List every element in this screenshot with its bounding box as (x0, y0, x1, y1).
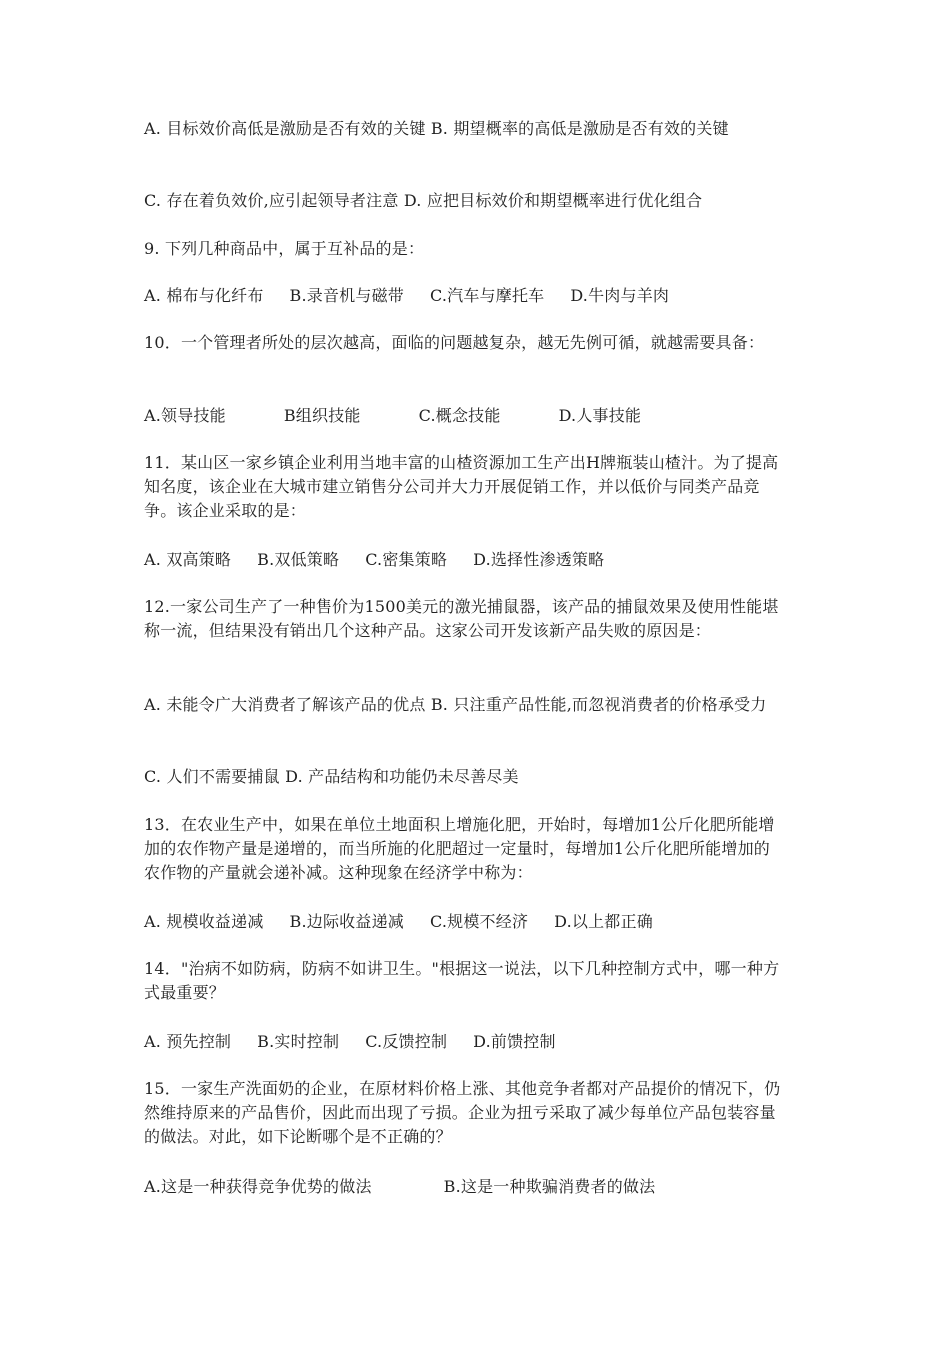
q15-option-a: A.这是一种获得竞争优势的做法 (144, 1177, 372, 1196)
q12-stem: 12.一家公司生产了一种售价为1500美元的激光捕鼠器，该产品的捕鼠效果及使用性能堪称一流，但结果没有销出几个这种产品。这家公司开发该新产品失败的原因是： (144, 597, 779, 640)
q8-options-cd: C. 存在着负效价,应引起领导者注意 D. 应把目标效价和期望概率进行优化组合 (144, 191, 703, 210)
q14-option-d: D.前馈控制 (473, 1032, 556, 1051)
q13-option-d: D.以上都正确 (554, 912, 653, 931)
q9-option-b: B.录音机与磁带 (289, 286, 404, 305)
q15-stem: 15．一家生产洗面奶的企业，在原材料价格上涨、其他竞争者都对产品提价的情况下，仍然维持原来的产品售价，因此而出现了亏损。企业为扭亏采取了减少每单位产品包装容量的做法。对此，如下论断哪个是不正确的？ (144, 1079, 781, 1146)
q13-options (144, 910, 784, 934)
q14-option-c: C.反馈控制 (365, 1032, 448, 1051)
q14-option-b: B.实时控制 (257, 1032, 340, 1051)
q10-stem: 10．一个管理者所处的层次越高，面临的问题越复杂，越无先例可循，就越需要具备： (144, 333, 765, 352)
q13-option-b: B.边际收益递减 (289, 912, 404, 931)
q13-option-a: A. 规模收益递减 (144, 912, 264, 931)
q11-option-a: A. 双高策略 (144, 550, 232, 569)
q11-option-d: D.选择性渗透策略 (473, 550, 605, 569)
q11-option-c: C.密集策略 (365, 550, 448, 569)
q11-options (144, 548, 784, 572)
q15-option-b: B.这是一种欺骗消费者的做法 (443, 1177, 656, 1196)
q10-option-c: C.概念技能 (418, 406, 501, 425)
q14-stem: 14．"治病不如防病，防病不如讲卫生。"根据这一说法，以下几种控制方式中，哪一种方式最重要？ (144, 959, 780, 1002)
q10-options (144, 404, 784, 428)
q9-option-c: C.汽车与摩托车 (429, 286, 545, 305)
q9-stem: 9. 下列几种商品中，属于互补品的是： (144, 239, 425, 258)
q13-option-c: C.规模不经济 (429, 912, 529, 931)
q14-option-a: A. 预先控制 (144, 1032, 232, 1051)
q15-options (144, 1175, 784, 1199)
q14-options (144, 1030, 784, 1054)
q11-stem: 11．某山区一家乡镇企业利用当地丰富的山楂资源加工生产出H牌瓶装山楂汁。为了提高知名度，该企业在大城市建立销售分公司并大力开展促销工作，并以低价与同类产品竞争。该企业采取的是： (144, 453, 779, 520)
q9-option-a: A. 棉布与化纤布 (144, 286, 264, 305)
q13-stem: 13．在农业生产中，如果在单位土地面积上增施化肥，开始时，每增加1公斤化肥所能增加的农作物产量是递增的，而当所施的化肥超过一定量时，每增加1公斤化肥所能增加的农作物的产量就会递补减。这种现象在经济学中称为： (144, 815, 775, 882)
q12-options-ab: A. 未能令广大消费者了解该产品的优点 B. 只注重产品性能,而忽视消费者的价格承受力 (144, 695, 767, 714)
q11-option-b: B.双低策略 (257, 550, 340, 569)
q10-option-a: A.领导技能 (144, 406, 226, 425)
q10-option-b: B组织技能 (283, 406, 361, 425)
q12-options-cd: C. 人们不需要捕鼠 D. 产品结构和功能仍未尽善尽美 (144, 767, 519, 786)
q9-option-d: D.牛肉与羊肉 (570, 286, 670, 305)
q10-option-d: D.人事技能 (558, 406, 642, 425)
q9-options (144, 284, 784, 308)
q8-options-ab: A. 目标效价高低是激励是否有效的关键 B. 期望概率的高低是激励是否有效的关键 (144, 119, 729, 138)
